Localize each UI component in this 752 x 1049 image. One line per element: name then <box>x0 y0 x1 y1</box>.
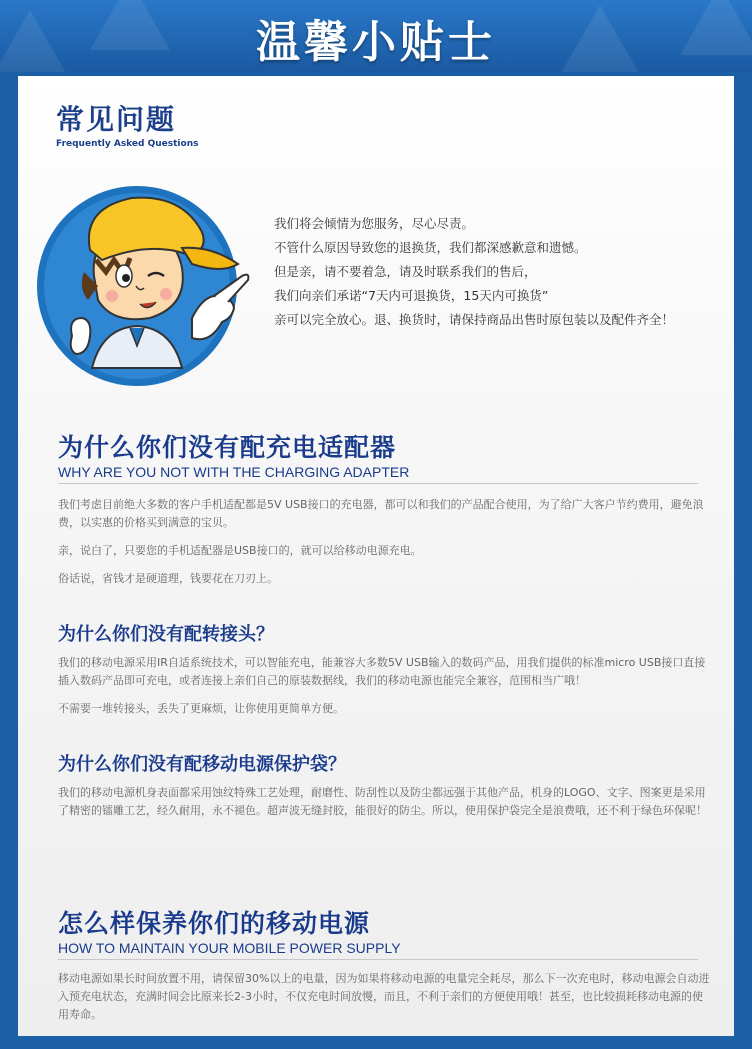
section3-paragraph: 我们的移动电源机身表面都采用蚀纹特殊工艺处理，耐磨性、防刮性以及防尘都远强于其他产品，机身的LOGO、文字、图案更是采用了精密的镭雕工艺，经久耐用，永不褪色。超声波无缝封胶，能很好的防尘。所以，使用保护袋完全是浪费哦，还不利于绿色环保呢！ <box>58 786 707 817</box>
section2-body <box>58 654 713 728</box>
section1-paragraph: 亲，说白了，只要您的手机适配器是USB接口的，就可以给移动电源充电。 <box>58 544 422 557</box>
section2-paragraph: 我们的移动电源采用IR自适系统技术，可以智能充电，能兼容大多数5V USB输入的数码产品，用我们提供的标准micro USB接口直接插入数码产品即可充电，或者连接上亲们自己的原装数据线，我们的移动电源也能完全兼容，范围相当广哦！ <box>58 656 706 687</box>
section2-paragraph: 不需要一堆转接头，丢失了更麻烦，让你使用更简单方便。 <box>58 702 344 715</box>
faq-logo <box>56 98 198 149</box>
section1-body <box>58 496 713 598</box>
header-banner <box>0 0 752 72</box>
intro-line: 我们向亲们承诺“7天内可退换货，15天内可换货” <box>274 288 549 303</box>
intro-line: 不管什么原因导致您的退换货，我们都深感歉意和遗憾。 <box>274 240 587 255</box>
faq-logo-en: Frequently Asked Questions <box>56 139 199 149</box>
section1-paragraph: 我们考虑目前绝大多数的客户手机适配都是5V USB接口的充电器，都可以和我们的产品配合使用，为了给广大客户节约费用，避免浪费，以实惠的价格买到满意的宝贝。 <box>58 498 704 529</box>
header-title: 温馨小贴士 <box>256 17 496 68</box>
intro-line: 我们将会倾情为您服务，尽心尽责。 <box>274 216 475 231</box>
section3-body <box>58 784 713 830</box>
section2-title: 为什么你们没有配转接头？ <box>58 624 274 645</box>
intro-line: 亲可以完全放心。退、换货时，请保持商品出售时原包装以及配件齐全！ <box>274 312 675 327</box>
section4-subtitle: HOW TO MAINTAIN YOUR MOBILE POWER SUPPLY <box>58 940 698 960</box>
mascot-illustration <box>32 168 262 398</box>
section1-subtitle: WHY ARE YOU NOT WITH THE CHARGING ADAPTER <box>58 464 698 484</box>
content-panel <box>18 76 734 1036</box>
intro-text <box>274 212 724 332</box>
section4-title: 怎么样保养你们的移动电源 <box>58 909 371 938</box>
section4-body <box>58 970 713 1034</box>
intro-line: 但是亲，请不要着急，请及时联系我们的售后， <box>274 264 537 279</box>
section1-paragraph: 俗话说，省钱才是硬道理，钱要花在刀刃上。 <box>58 572 278 585</box>
section1-title: 为什么你们没有配充电适配器 <box>58 433 397 462</box>
section4-paragraph: 移动电源如果长时间放置不用，请保留30%以上的电量，因为如果将移动电源的电量完全耗尽，那么下一次充电时，移动电源会自动进入预充电状态，充满时间会比原来长2-3小时，不仅充电时间放慢，而且，不利于亲们的方便使用哦！甚至，也比较损耗移动电源的使用寿命。 <box>58 972 710 1021</box>
faq-logo-cn: 常见问题 <box>56 103 177 136</box>
section3-title: 为什么你们没有配移动电源保护袋？ <box>58 754 346 775</box>
